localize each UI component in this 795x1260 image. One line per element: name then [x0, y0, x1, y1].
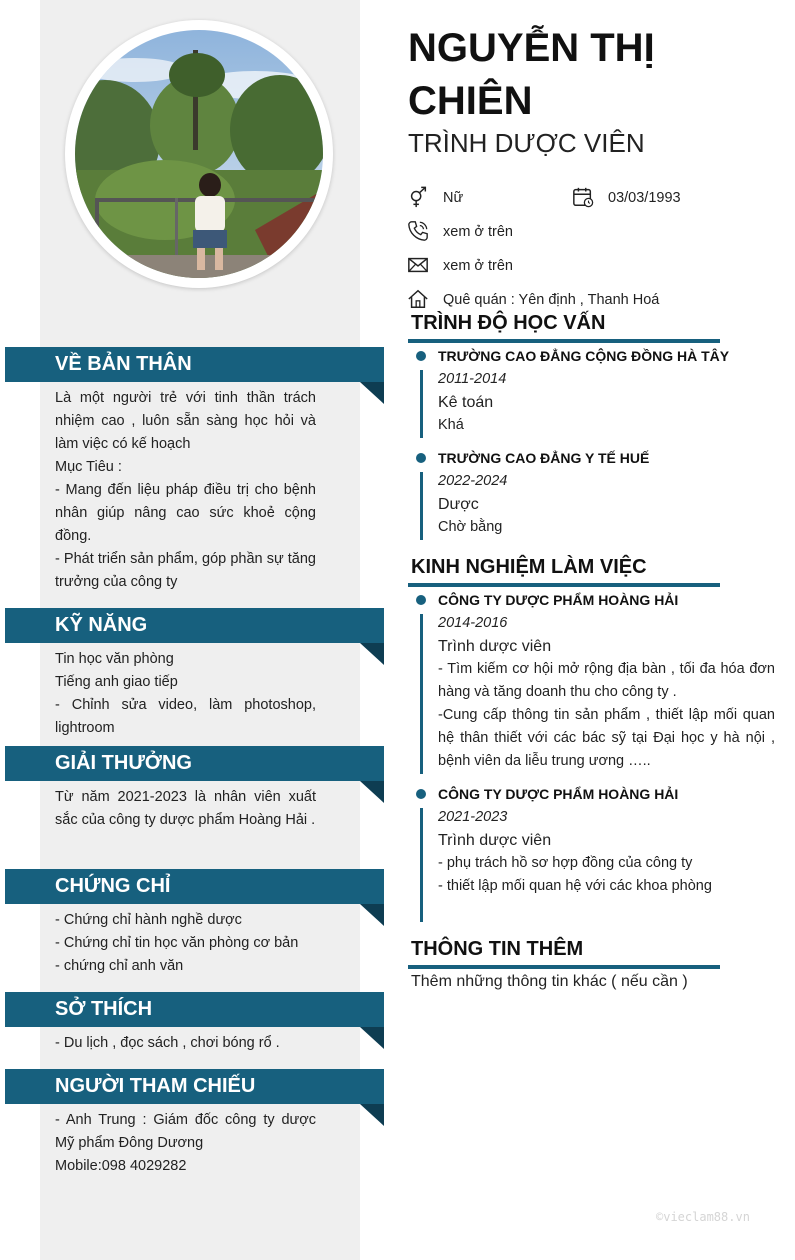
reference-line: - Anh Trung : Giám đốc công ty dược Mỹ phẩm Đông Dương: [55, 1112, 316, 1151]
section-header-about: VỀ BẢN THÂN: [5, 347, 384, 382]
experience-detail-line: - thiết lập mối quan hệ với các khoa phòng: [438, 878, 712, 894]
education-period: 2011-2014: [438, 371, 507, 387]
education-school: TRƯỜNG CAO ĐẲNG Y TẾ HUẾ: [438, 450, 650, 466]
phone-icon: [407, 220, 429, 242]
skill-line: Tiếng anh giao tiếp: [55, 674, 178, 690]
experience-period: 2021-2023: [438, 809, 508, 825]
home-icon: [407, 288, 429, 310]
section-title-experience: KINH NGHIỆM LÀM VIỆC: [411, 556, 647, 578]
section-header-awards: GIẢI THƯỞNG: [5, 746, 384, 781]
section-title-education: TRÌNH ĐỘ HỌC VẤN: [411, 312, 606, 334]
timeline-dot: [416, 453, 426, 463]
timeline-line: [420, 808, 423, 922]
education-result: Khá: [438, 417, 464, 433]
gender-icon: [407, 186, 429, 208]
avatar: [75, 30, 323, 278]
hobbies-text: [55, 1032, 316, 1055]
certificate-line: - Chứng chỉ hành nghề dược: [55, 912, 242, 928]
header-fold: [360, 1104, 384, 1126]
reference-line: Mobile:098 4029282: [55, 1158, 187, 1174]
skills-text: [55, 648, 316, 740]
email-value: xem ở trên: [443, 258, 513, 274]
section-underline: [408, 339, 720, 343]
experience-company: CÔNG TY DƯỢC PHẨM HOÀNG HẢI: [438, 592, 679, 608]
education-school: TRƯỜNG CAO ĐẲNG CỘNG ĐỒNG HÀ TÂY: [438, 348, 730, 364]
hometown-value: Quê quán : Yên định , Thanh Hoá: [443, 292, 660, 308]
education-major: Dược: [438, 496, 479, 513]
timeline-dot: [416, 351, 426, 361]
experience-company: CÔNG TY DƯỢC PHẨM HOÀNG HẢI: [438, 786, 679, 802]
education-result: Chờ bằng: [438, 519, 503, 535]
experience-position: Trình dược viên: [438, 832, 552, 849]
more-info-text: Thêm những thông tin khác ( nếu cần ): [411, 973, 688, 990]
certificate-line: - Chứng chỉ tin học văn phòng cơ bản: [55, 935, 299, 951]
birthday-value: 03/03/1993: [608, 190, 681, 206]
timeline-line: [420, 370, 423, 438]
experience-details: [438, 852, 775, 898]
education-period: 2022-2024: [438, 473, 508, 489]
section-underline: [408, 583, 720, 587]
job-title: TRÌNH DƯỢC VIÊN: [408, 128, 645, 158]
timeline-line: [420, 472, 423, 540]
experience-details: [438, 658, 775, 773]
header-fold: [360, 382, 384, 404]
calendar-icon: [572, 186, 594, 208]
header-fold: [360, 904, 384, 926]
timeline-line: [420, 614, 423, 774]
experience-detail-line: - phụ trách hồ sơ hợp đồng của công ty: [438, 855, 693, 871]
watermark: ©vieclam88.vn: [656, 1210, 750, 1224]
certificate-line: - chứng chỉ anh văn: [55, 958, 184, 974]
experience-detail-line: - Tìm kiếm cơ hội mở rộng địa bàn , tối đa hóa đơn hàng và tăng doanh thu cho công ty .: [438, 661, 775, 700]
phone-value: xem ở trên: [443, 224, 513, 240]
skill-line: - Chỉnh sửa video, làm photoshop, lightroom: [55, 697, 316, 736]
about-line: - Mang đến liệu pháp điều trị cho bệnh nhân giúp nâng cao sức khoẻ cộng đồng.: [55, 482, 316, 544]
email-icon: [407, 254, 429, 276]
about-line: - Phát triển sản phẩm, góp phần sự tăng trưởng của công ty: [55, 551, 316, 590]
awards-text: [55, 786, 316, 832]
certificates-text: [55, 909, 316, 978]
section-header-certificates: CHỨNG CHỈ: [5, 869, 384, 904]
timeline-dot: [416, 595, 426, 605]
experience-position: Trình dược viên: [438, 638, 552, 655]
section-header-skills: KỸ NĂNG: [5, 608, 384, 643]
experience-detail-line: -Cung cấp thông tin sản phẩm , thiết lập mối quan hệ thân thiết với các bác sỹ tại Đại học y hà nội , bệnh viên da liễu trung ương …..: [438, 707, 775, 769]
header-fold: [360, 781, 384, 803]
references-text: [55, 1109, 316, 1178]
candidate-name: NGUYỄN THỊ CHIÊN: [408, 26, 655, 123]
header-fold: [360, 1027, 384, 1049]
header-fold: [360, 643, 384, 665]
skill-line: Tin học văn phòng: [55, 651, 174, 667]
section-title-more-info: THÔNG TIN THÊM: [411, 938, 584, 960]
hobby-line: - Du lịch , đọc sách , chơi bóng rổ .: [55, 1035, 280, 1051]
about-line: Là một người trẻ với tinh thần trách nhiệm cao , luôn sẵn sàng học hỏi và làm việc có kế hoạch: [55, 390, 316, 452]
education-major: Kê toán: [438, 394, 494, 411]
experience-period: 2014-2016: [438, 615, 508, 631]
timeline-dot: [416, 789, 426, 799]
section-underline: [408, 965, 720, 969]
award-line: Từ năm 2021-2023 là nhân viên xuất sắc của công ty dược phẩm Hoàng Hải .: [55, 789, 316, 828]
section-header-hobbies: SỞ THÍCH: [5, 992, 384, 1027]
gender-value: Nữ: [443, 190, 464, 206]
section-header-references: NGƯỜI THAM CHIẾU: [5, 1069, 384, 1104]
about-line: Mục Tiêu :: [55, 459, 122, 475]
about-text: [55, 387, 316, 594]
